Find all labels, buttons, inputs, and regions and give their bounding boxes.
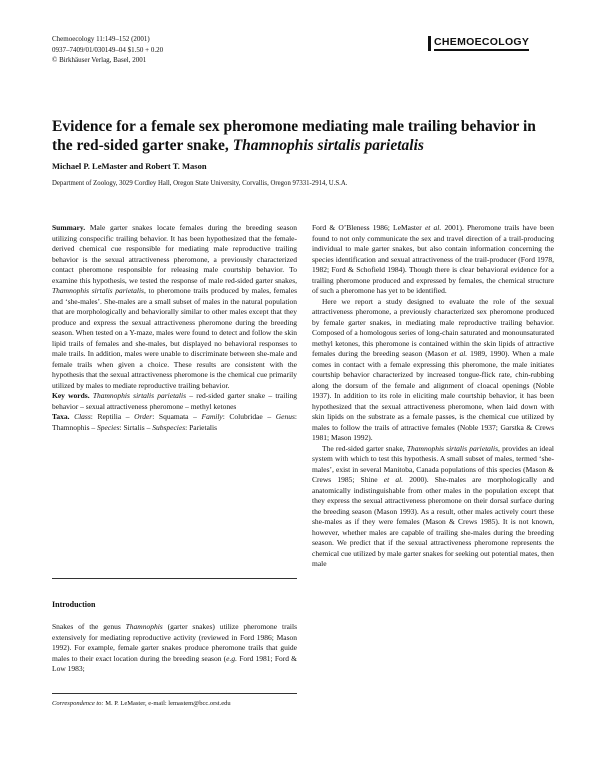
body-paragraph — [312, 297, 554, 444]
introduction-paragraph — [52, 622, 297, 675]
right-column — [312, 223, 554, 570]
body-etal: et al. — [424, 223, 442, 232]
logo-bar-icon — [428, 36, 431, 51]
footnote-text: M. P. LeMaster, e-mail: lemastem@bcc.orst.edu — [103, 700, 231, 707]
summary-text: , to pheromone trails produced by males, females and ‘she-males’. She-males are a small subset of males in the natural population that are morphologically and behaviorally similar to other males except that they produce and express the sexual attractiveness pheromone during the breeding season. When tested on a Y-maze, males were found to detect and follow the skin lipid trails of females and she-males, but displayed no behavioral responses to male trails. In addition, males were unable to discriminate between she-male and female trails when given a choice. These results are consistent with the hypothesis that the sexual attractiveness pheromone is the chemical cue primarily utilized by males to mediate reproductive trailing behavior. — [52, 286, 297, 390]
citation-line: 0937–7409/01/030149–04 $1.50 + 0.20 — [52, 45, 164, 54]
taxa-rank: Family — [201, 412, 223, 421]
taxa-value: : Thamnophis – — [52, 412, 297, 432]
taxa-paragraph — [52, 412, 297, 433]
taxa-rank: Class — [74, 412, 91, 421]
summary-label: Summary. — [52, 223, 86, 232]
left-column — [52, 223, 297, 433]
body-paragraph — [312, 444, 554, 570]
intro-eg: e.g. — [226, 653, 238, 663]
taxa-value: : Squamata – — [152, 412, 202, 421]
correspondence-footnote — [52, 700, 231, 707]
taxa-rank: Species — [97, 422, 120, 432]
body-text: 2001). Pheromone trails have been found to not only communicate the sex and travel direction of a trail-producing individual to male garter snakes, but also contain information concerning the species identification and sexual attractiveness of the trail-producer (Ford 1978, 1982; Ford & Schofield 1984). Though there is clear behavioral evidence for a trailing pheromone produced and expressed by females, the chemical structure of such a pheromone has yet to be identified. — [312, 223, 554, 295]
body-text: , provides an ideal system with which to test this hypothesis. A small subset of males, termed ‘she-males’, exist in several Manitoba, Canada populations of this species (Mason & Crews 1985; Shine — [312, 443, 555, 484]
title-species: Thamnophis sirtalis parietalis — [232, 137, 424, 154]
introduction-heading: Introduction — [52, 600, 96, 609]
body-paragraph — [312, 223, 554, 297]
body-text: Ford & O’Bleness 1986; LeMaster — [312, 223, 425, 232]
taxa-value: : Colubridae – — [222, 412, 276, 421]
footnote-label: Correspondence to: — [52, 700, 104, 707]
keywords-paragraph — [52, 391, 297, 412]
citation-line: Chemoecology 11:149–152 (2001) — [52, 35, 150, 43]
summary-species: Thamnophis sirtalis parietalis — [52, 286, 144, 295]
summary-paragraph — [52, 223, 297, 391]
author-list: Michael P. LeMaster and Robert T. Mason — [52, 161, 207, 171]
taxa-label: Taxa. — [52, 412, 70, 421]
body-text: The red-sided garter snake, — [322, 443, 407, 453]
summary-text: Male garter snakes locate females during the breeding season utilizing conspecific trailing behavior. It has been hypothesized that the female-derived chemical cue responsible for mediating male reproductive trailing behavior is the sexual attractiveness pheromone, a previously characterized contact pheromone responsible for releasing male courtship behavior. To examine this hypothesis, we tested the response of male red-sided garter snakes, — [52, 223, 297, 285]
journal-logo-text: CHEMOECOLOGY — [434, 36, 529, 51]
body-text: 2000). She-males are morphologically and anatomically indistinguishable from other males in the population except that they express the sexual attractiveness pheromone on their dorsal surface during the breeding season (Mason 1993). As a result, other males actively court these she-males as if they were females (Mason & Crews 1985). It is not known, however, whether males are capable of trailing she-males during the breeding season. We predict that if the sexual attractiveness pheromone represents the chemical cue utilized by male garter snakes for seeking out potential mates, then male — [312, 475, 554, 568]
footnote-divider — [52, 693, 297, 694]
body-etal: et al. — [383, 475, 404, 484]
taxa-rank: Subspecies — [152, 422, 186, 432]
affiliation: Department of Zoology, 3029 Cordley Hall, Oregon State University, Corvallis, Oregon 97331-2914, U.S.A. — [52, 180, 348, 187]
taxa-value: : Parietalis — [185, 422, 218, 432]
section-divider — [52, 578, 297, 579]
body-etal: et al. — [451, 349, 468, 358]
journal-logo — [428, 36, 553, 51]
body-text: 1989, 1990). When a male comes in contact with a female expressing this pheromone, the male initiates courtship behavior characterized by increased tongue-flick rate, chin-rubbing along the dorsum of the female and alignment of cloacal openings (Noble 1937). In addition to its role in eliciting male courtship behavior, it has been hypothesized that the sexual attractiveness pheromone, when laid down with skin lipids on the substrate as a female passes, is the chemical cue utilized by males to follow the trails of attractive females (Noble 1937; Garstka & Crews 1981; Mason 1992). — [312, 349, 554, 442]
taxa-rank: Order — [134, 412, 153, 421]
citation-line: © Birkhäuser Verlag, Basel, 2001 — [52, 56, 147, 64]
intro-genus: Thamnophis — [125, 622, 163, 631]
intro-text: Ford 1981; Ford & Low 1983; — [52, 653, 297, 673]
taxa-value: : Sirtalis – — [119, 422, 153, 432]
taxa-value: : Reptilia – — [90, 412, 135, 421]
keywords-species: Thamnophis sirtalis parietalis — [92, 391, 186, 400]
keywords-text: – red-sided garter snake – trailing behavior – sexual attractiveness pheromone – methyl ketones — [52, 391, 298, 411]
title-line: Evidence for a female sex pheromone mediating male trailing behavior in — [52, 118, 536, 135]
keywords-label: Key words. — [52, 391, 90, 400]
journal-citation — [52, 34, 163, 66]
title-text: the red-sided garter snake, — [52, 137, 233, 154]
intro-text: Snakes of the genus — [52, 622, 126, 631]
body-text: Here we report a study designed to evaluate the role of the sexual attractiveness pheromone, a previously characterized sex pheromone produced by female garter snakes, in mediating male reproductive trailing behavior. Composed of a homologous series of long-chain saturated and monounsaturated methyl ketones, this pheromone is contained within the skin lipids of attractive females during the breeding season (Mason — [312, 296, 554, 358]
title-line — [52, 136, 552, 155]
body-species: Thamnophis sirtalis parietalis — [406, 443, 498, 453]
taxa-rank: Genus — [275, 412, 295, 421]
intro-text: (garter snakes) utilize pheromone trails extensively for mediating reproductive activity (reviewed in Ford 1986; Mason 1992). For example, female garter snakes produce pheromone trails that guide males to their exact location during the breeding season ( — [52, 622, 297, 663]
article-title — [52, 117, 552, 155]
